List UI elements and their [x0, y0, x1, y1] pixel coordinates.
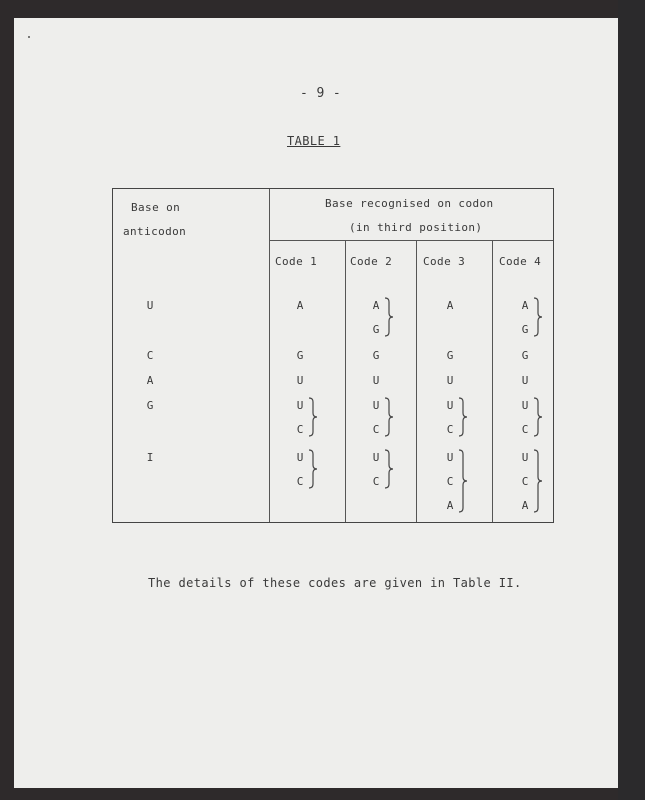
brace-icon: [458, 397, 468, 437]
page-number: - 9 -: [300, 86, 342, 101]
codon-base: G: [372, 323, 380, 336]
codon-base: C: [521, 475, 529, 488]
anticodon-base: A: [146, 374, 154, 387]
codon-base: U: [446, 374, 454, 387]
codon-base: A: [446, 299, 454, 312]
header-recognised-line2: (in third position): [349, 221, 483, 234]
brace-icon: [308, 449, 318, 489]
codon-base: U: [521, 451, 529, 464]
codon-base: C: [372, 475, 380, 488]
codon-base: A: [446, 499, 454, 512]
codon-base: A: [372, 299, 380, 312]
codon-base: G: [296, 349, 304, 362]
column-divider: [416, 240, 417, 522]
codon-base: C: [296, 475, 304, 488]
brace-icon: [458, 449, 468, 513]
brace-icon: [533, 449, 543, 513]
brace-icon: [533, 297, 543, 337]
codon-base: C: [446, 475, 454, 488]
table-caption: The details of these codes are given in Table II.: [148, 576, 522, 590]
anticodon-base: C: [146, 349, 154, 362]
header-anticodon-line1: Base on: [131, 201, 181, 214]
header-code-3: Code 3: [423, 255, 466, 268]
codon-base: U: [446, 451, 454, 464]
codon-table: [112, 188, 554, 523]
scan-background: [618, 0, 645, 800]
header-code-2: Code 2: [350, 255, 393, 268]
codon-base: C: [446, 423, 454, 436]
codon-base: U: [296, 374, 304, 387]
table-title: TABLE 1: [287, 134, 341, 148]
codon-base: A: [521, 499, 529, 512]
codon-base: U: [296, 451, 304, 464]
codon-base: U: [372, 374, 380, 387]
column-divider: [345, 240, 346, 522]
brace-icon: [533, 397, 543, 437]
brace-icon: [384, 397, 394, 437]
column-divider: [269, 189, 270, 522]
codon-base: U: [372, 399, 380, 412]
codon-base: G: [446, 349, 454, 362]
codon-base: A: [521, 299, 529, 312]
header-code-4: Code 4: [499, 255, 542, 268]
header-anticodon-line2: anticodon: [123, 225, 187, 238]
codon-base: A: [296, 299, 304, 312]
codon-base: G: [521, 323, 529, 336]
codon-base: U: [372, 451, 380, 464]
codon-base: C: [296, 423, 304, 436]
anticodon-base: G: [146, 399, 154, 412]
codon-base: U: [521, 374, 529, 387]
codon-base: C: [372, 423, 380, 436]
codon-base: C: [521, 423, 529, 436]
anticodon-base: I: [146, 451, 154, 464]
speck: [28, 36, 30, 38]
codon-base: U: [446, 399, 454, 412]
codon-base: G: [372, 349, 380, 362]
brace-icon: [384, 449, 394, 489]
header-code-1: Code 1: [275, 255, 318, 268]
codon-base: G: [521, 349, 529, 362]
codon-base: U: [521, 399, 529, 412]
column-divider: [492, 240, 493, 522]
codon-base: U: [296, 399, 304, 412]
brace-icon: [308, 397, 318, 437]
brace-icon: [384, 297, 394, 337]
anticodon-base: U: [146, 299, 154, 312]
header-divider: [269, 240, 553, 241]
header-recognised-line1: Base recognised on codon: [325, 197, 494, 210]
